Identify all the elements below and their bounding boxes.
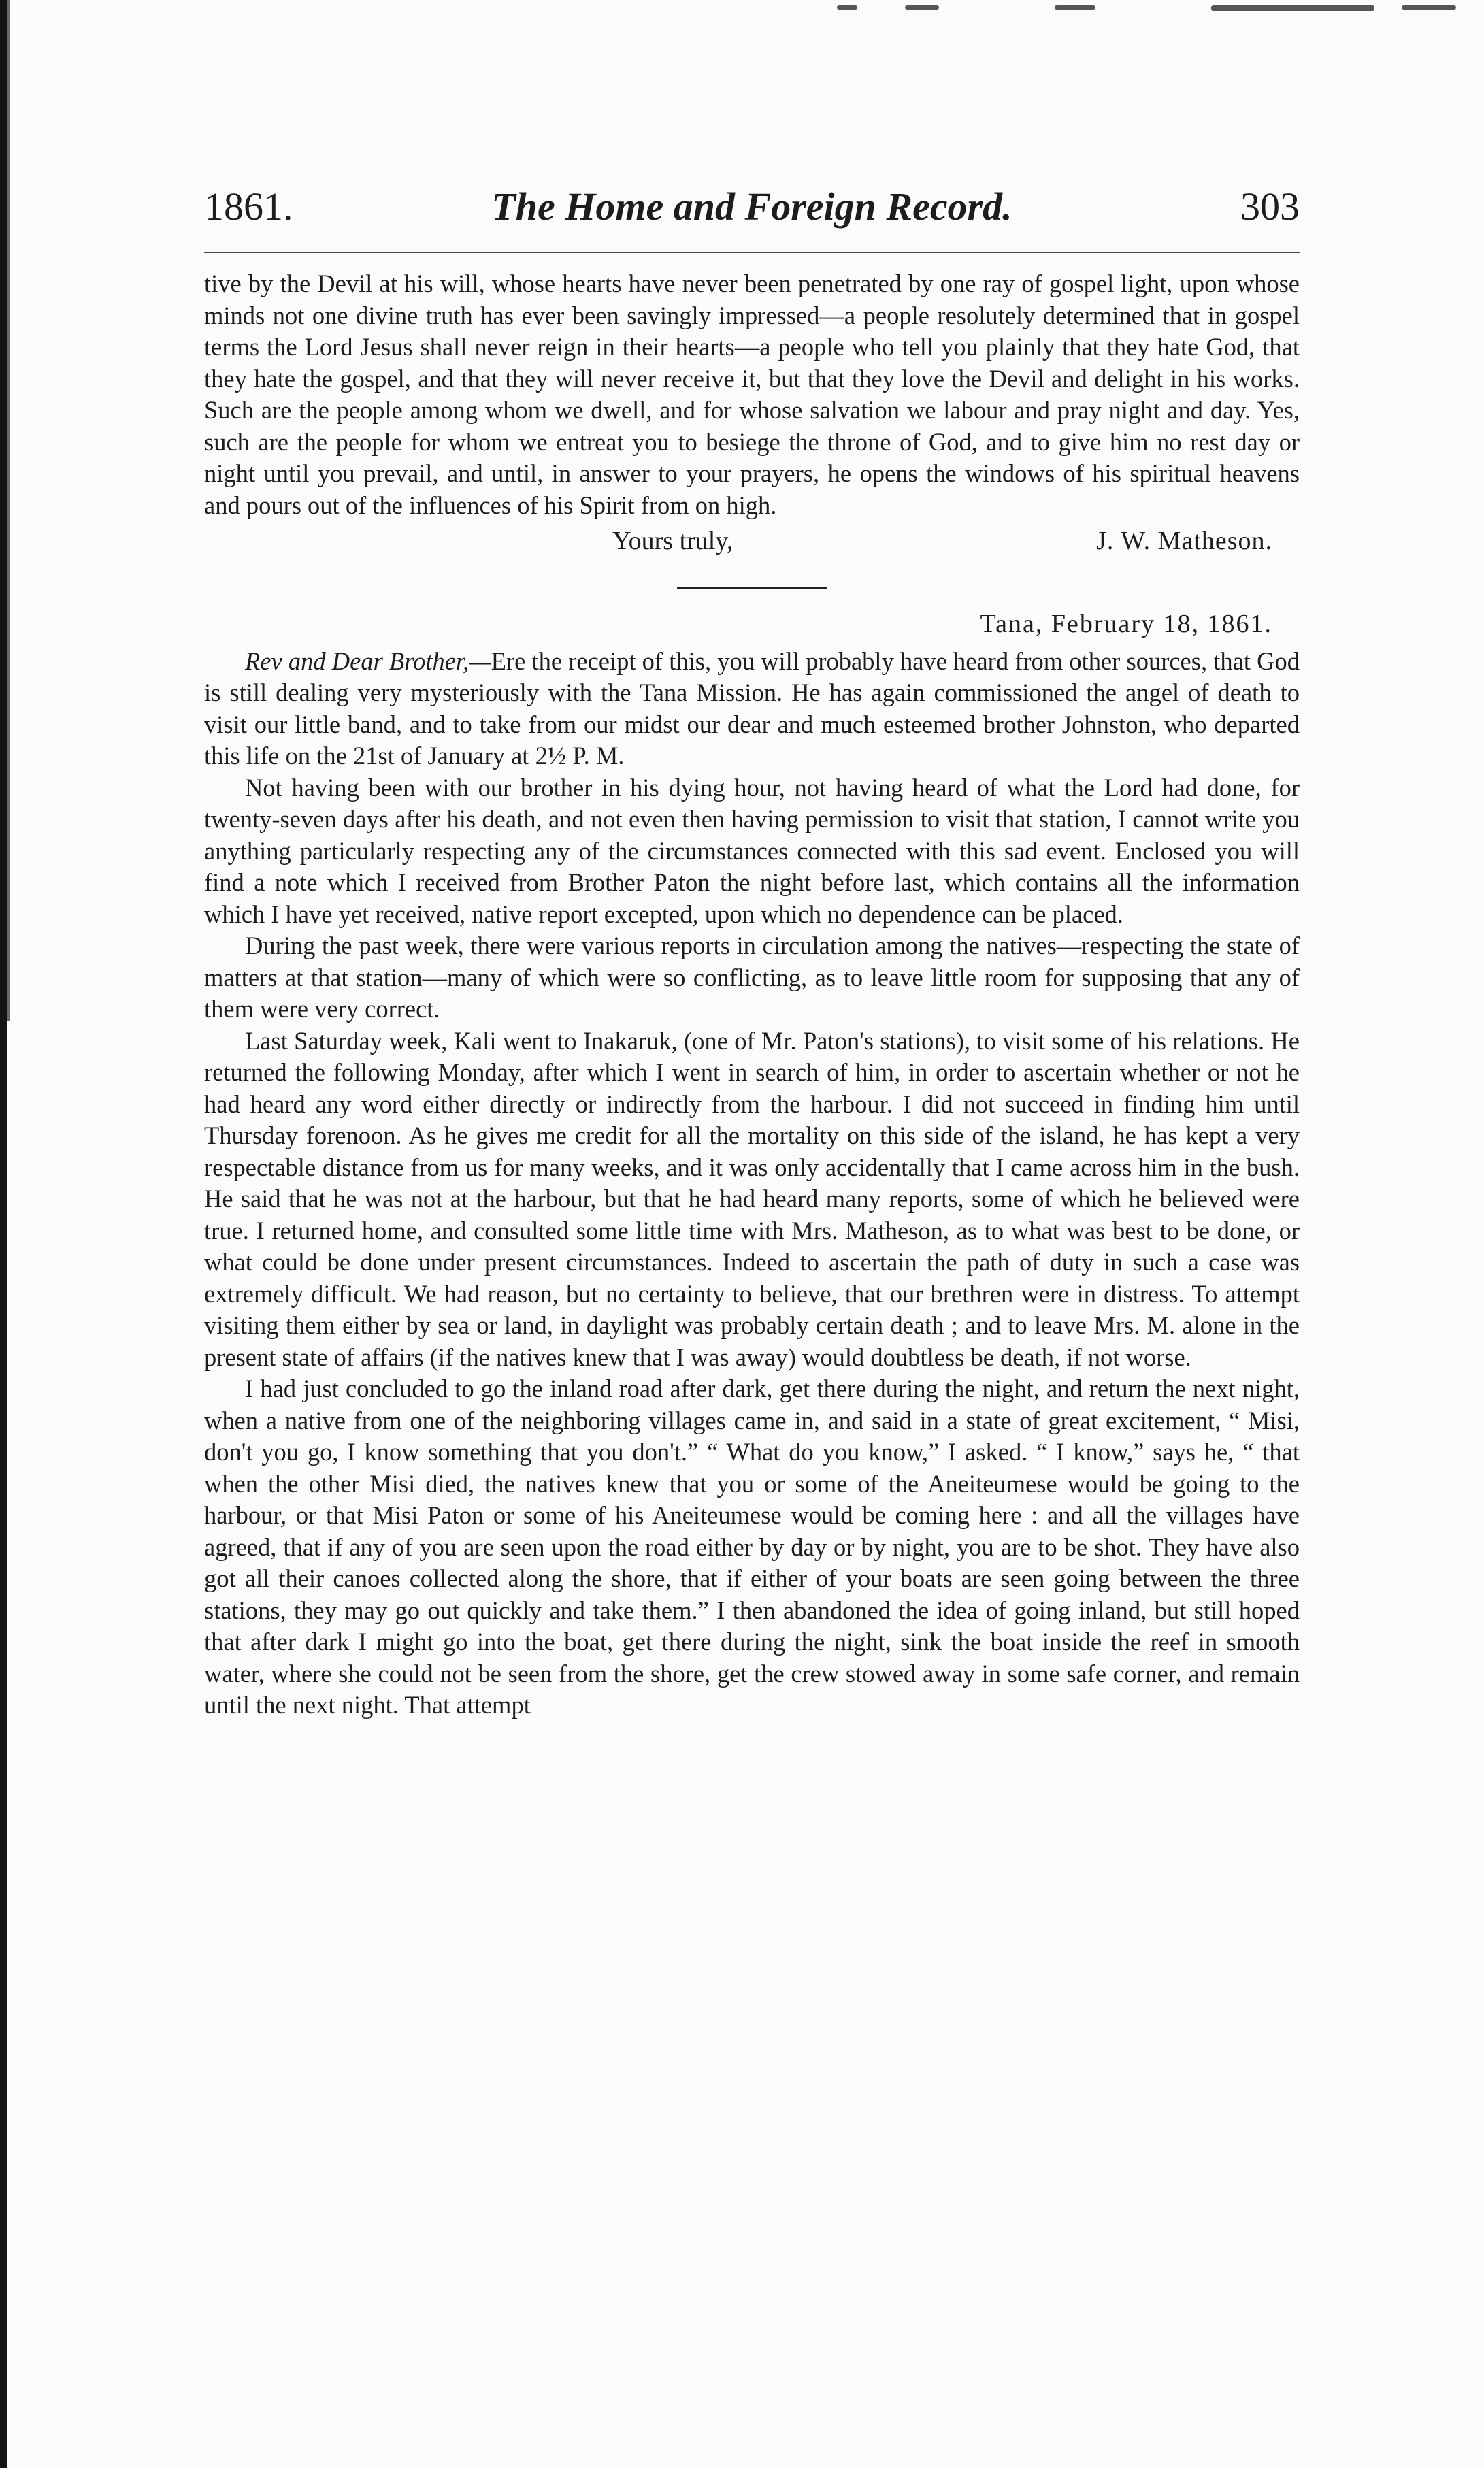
scan-speckle (1211, 5, 1374, 11)
signature-name: J. W. Matheson. (1096, 527, 1272, 555)
paragraph: tive by the Devil at his will, whose hearts have never been penetrated by one ray of gospel light, upon whose minds not one divine truth has ever been savingly impressed—a people resolutely determined that in gospel terms the Lord Jesus shall never reign in their hearts—a people who tell you plainly that they hate God, that they hate the gospel, and that they will never receive it, but that they love the Devil and delight in his works. Such are the people among whom we dwell, and for whose salvation we labour and pray night and day. Yes, such are the people for whom we entreat you to besiege the throne of God, and to give him no rest day or night until you prevail, and until, in answer to your prayers, he opens the windows of his spiritual heavens and pours out of the influences of his Spirit from on high. (204, 269, 1300, 519)
dateline: Tana, February 18, 1861. (980, 610, 1272, 638)
binding-edge (0, 0, 7, 2468)
paragraph: Not having been with our brother in his dying hour, not having heard of what the Lord had done, for twenty-seven days after his death, and not even then having permission to visit that station, I cannot write you anything particularly respecting any of the circumstances connected with this sad event. Enclosed you will find a note which I received from Brother Paton the night before last, which contains all the information which I have yet received, native report excepted, upon which no dependence can be placed. (204, 773, 1300, 928)
article-body (204, 268, 1300, 1722)
paragraph: During the past week, there were various reports in circulation among the natives—respecting the state of matters at that station—many of which were so conflicting, as to leave little room for supposing that any of them were very correct. (204, 932, 1300, 1023)
paragraph: Last Saturday week, Kali went to Inakaruk, (one of Mr. Paton's stations), to visit some of his relations. He returned the following Monday, after which I went in search of him, in order to ascertain whether or not he had heard any word either directly or indirectly from the harbour. I did not succeed in finding him until Thursday forenoon. As he gives me credit for all the mortality on this side of the island, he has kept a very respectable distance from us for many weeks, and it was only accidentally that I came across him in the bush. He said that he was not at the harbour, but that he had heard many reports, some of which he believed were true. I returned home, and consulted some little time with Mrs. Matheson, as to what was best to be done, or what could be done under present circumstances. Indeed to ascertain the path of duty in such a case was extremely difficult. We had reason, but no certainty to believe, that our brethren were in distress. To attempt visiting them either by sea or land, in daylight was probably certain death ; and to leave Mrs. M. alone in the present state of affairs (if the natives knew that I was away) would doubtless be death, if not worse. (204, 1026, 1300, 1371)
signature-block (204, 525, 1300, 566)
paragraph: I had just concluded to go the inland road after dark, get there during the night, and return the next night, when a native from one of the neighboring villages came in, and said in a state of great excitement, “ Misi, don't you go, I know something that you don't.” “ What do you know,” I asked. “ I know,” says he, “ that when the other Misi died, the natives knew that you or some of the Aneiteumese would be going to the harbour, or that Misi Paton or some of his Aneiteumese would be coming here : and all the villages have agreed, that if any of you are seen upon the road either by day or by night, you are to be shot. They have also got all their canoes collected along the shore, that if either of your boats are seen going between the three stations, they may go out quickly and take them.” I then abandoned the idea of going inland, but still hoped that after dark I might go into the boat, get there during the night, sink the boat inside the reef in smooth water, where she could not be seen from the shore, get the crew stowed away in some safe corner, and remain until the next night. That attempt (204, 1375, 1300, 1719)
paragraph: Ere the receipt of this, you will probably have heard from other sources, that God is still dealing very mysteriously with the Tana Mission. He has again commissioned the angel of death to visit our little band, and to take from our midst our dear and much esteemed brother Johnston, who departed this life on the 21st of January at 2½ P. M. (204, 646, 1300, 770)
paragraph-salutation (204, 646, 1300, 772)
scan-speckle (1055, 5, 1095, 10)
page-number: 303 (1240, 184, 1300, 229)
running-header (204, 184, 1300, 245)
header-rule (204, 252, 1300, 253)
page (204, 184, 1300, 1722)
header-title: The Home and Foreign Record. (491, 184, 1012, 229)
salutation: Rev and Dear Brother,— (245, 646, 491, 675)
scan-speckle (837, 5, 857, 10)
header-year: 1861. (204, 184, 293, 229)
binding-shadow (7, 0, 10, 1021)
signature-closing: Yours truly, (612, 527, 733, 555)
scan-speckle (1402, 5, 1456, 10)
section-divider (677, 587, 827, 589)
scan-speckle (905, 5, 939, 10)
